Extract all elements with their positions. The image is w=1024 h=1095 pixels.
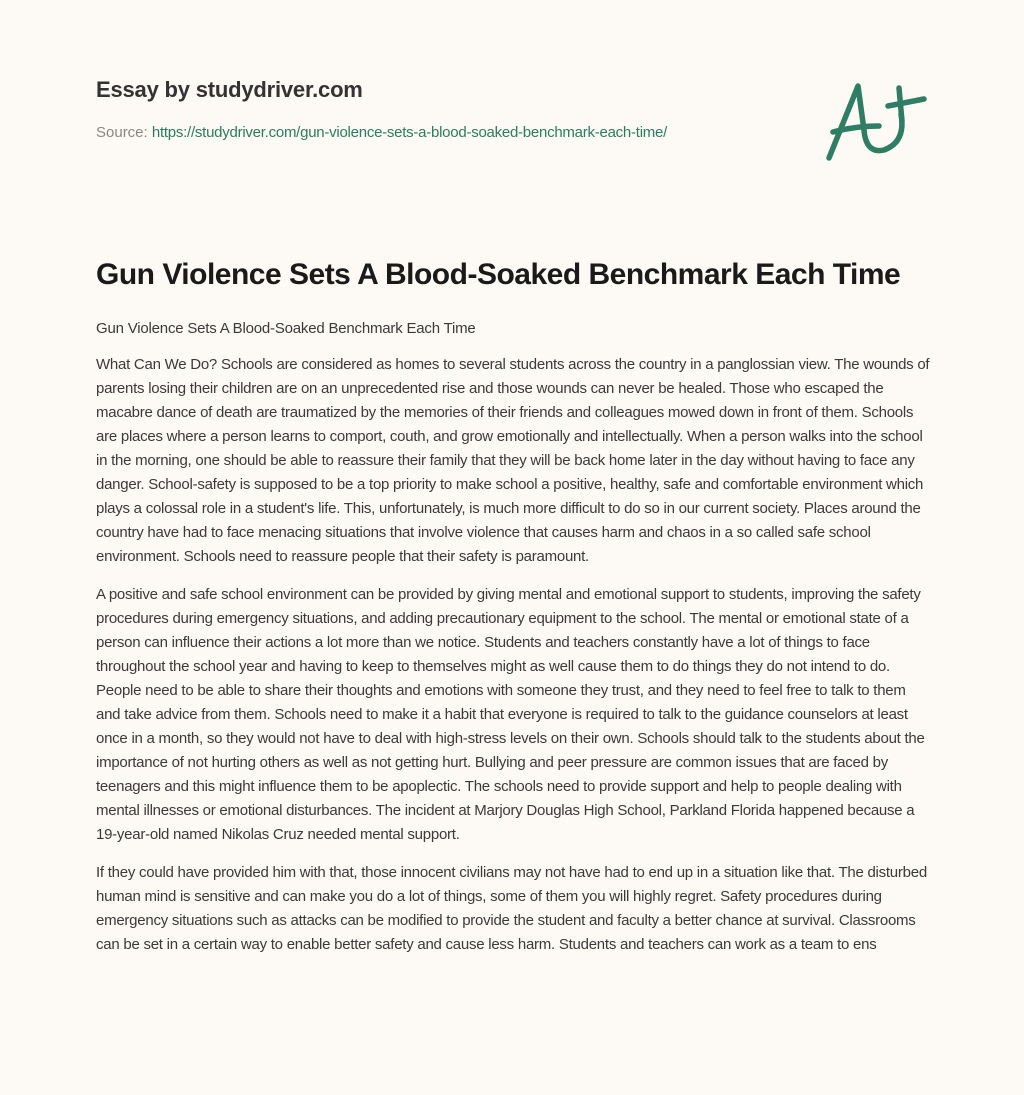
- a-plus-grade-icon: [820, 66, 930, 166]
- article-paragraph: What Can We Do? Schools are considered as homes to several students across the country in a panglossian view. The wounds of parents losing their children are on an unprecedented rise and those wounds can never be healed. Those who escaped the macabre dance of death are traumatized by the memories of their friends and colleagues mowed down in front of them. Schools are places where a person learns to comport, couth, and grow emotionally and intellectually. When a person walks into the school in the morning, one should be able to reassure their family that they will be back home later in the day without having to face any danger. School-safety is supposed to be a top priority to make school a positive, healthy, safe and comfortable environment which plays a colossal role in a student's life. This, unfortunately, is much more difficult to do so in our current society. Places around the country have had to face menacing situations that involve violence that causes harm and chaos in a so called safe school environment. Schools need to reassure people that their safety is paramount.: [96, 356, 930, 565]
- article-subtitle: Gun Violence Sets A Blood-Soaked Benchmark Each Time: [96, 320, 476, 337]
- source-line: [96, 123, 796, 143]
- source-label: Source:: [96, 124, 148, 141]
- brand-title: Essay by studydriver.com: [96, 77, 363, 102]
- source-link[interactable]: https://studydriver.com/gun-violence-sets-a-blood-soaked-benchmark-each-time/: [151, 124, 668, 141]
- essay-article: [96, 254, 932, 957]
- page-header: [96, 74, 796, 143]
- article-paragraph: If they could have provided him with that, those innocent civilians may not have had to end up in a situation like that. The disturbed human mind is sensitive and can make you do a lot of things, some of them you will highly regret. Safety procedures during emergency situations such as attacks can be modified to provide the student and faculty a better chance at survival. Classrooms can be set in a certain way to enable better safety and cause less harm. Students and teachers can work as a team to ens: [96, 864, 927, 953]
- article-paragraph: A positive and safe school environment can be provided by giving mental and emotional support to students, improving the safety procedures during emergency situations, and adding precautionary equipment to the school. The mental or emotional state of a person can influence their actions a lot more than we notice. Students and teachers constantly have a lot of things to face throughout the school year and having to keep to themselves might as well cause them to do things they do not intend to do. People need to be able to share their thoughts and emotions with someone they trust, and they need to feel free to talk to them and take advice from them. Schools need to make it a habit that everyone is required to talk to the guidance counselors at least once in a month, so they would not have to deal with high-stress levels on their own. Schools should talk to the students about the importance of not hurting others as well as not getting hurt. Bullying and peer pressure are common issues that are faced by teenagers and this might influence them to be apoplectic. The schools need to provide support and help to people dealing with mental illnesses or emotional disturbances. The incident at Marjory Douglas High School, Parkland Florida happened because a 19-year-old named Nikolas Cruz needed mental support.: [96, 586, 925, 843]
- article-title: Gun Violence Sets A Blood-Soaked Benchmark Each Time: [96, 258, 901, 291]
